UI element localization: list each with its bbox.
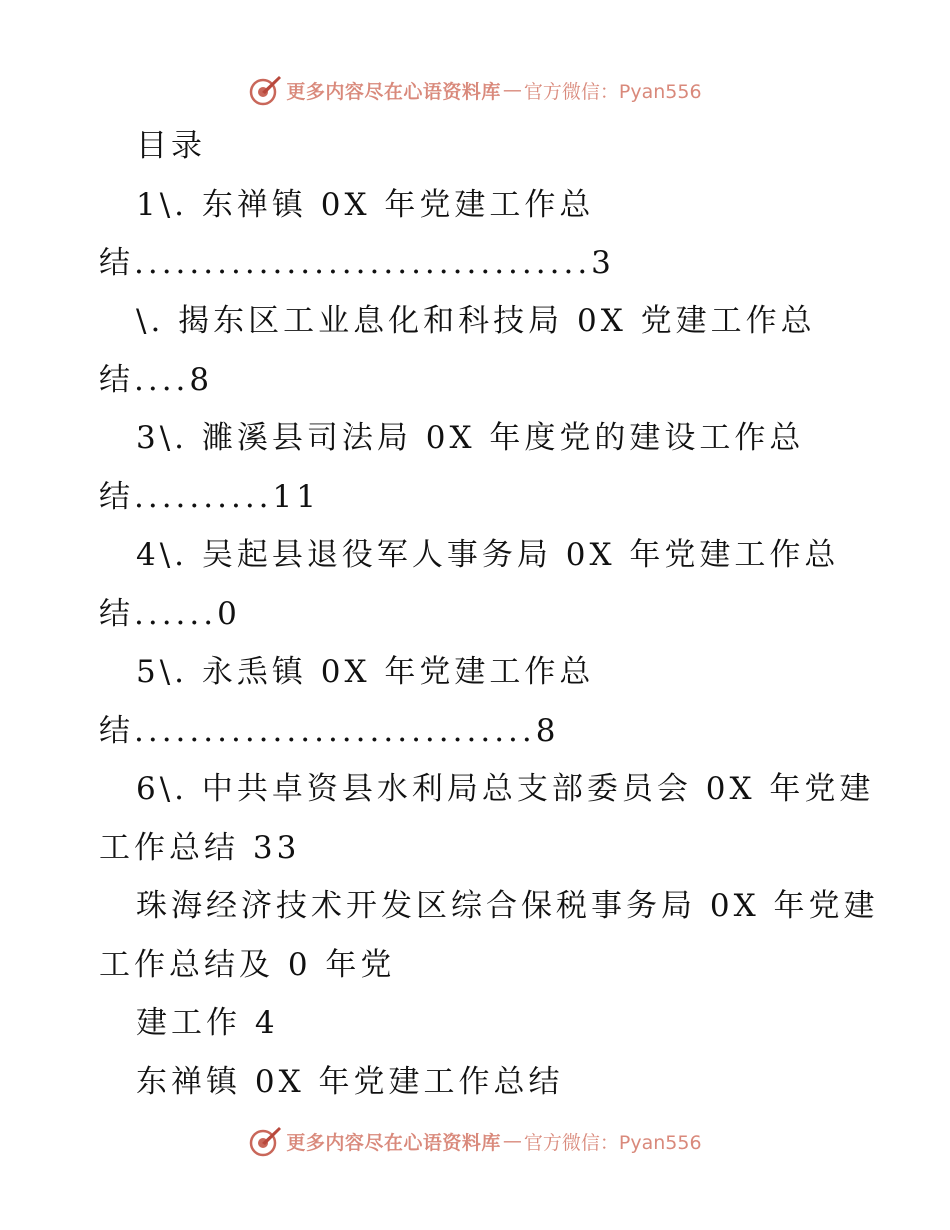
toc-line: 珠海经济技术开发区综合保税事务局 0X 年党建 — [136, 888, 879, 924]
toc-line: 工作总结及 0 年党 — [99, 947, 396, 983]
toc-heading: 目录 — [136, 128, 206, 164]
toc-line: 建工作 4 — [136, 1005, 279, 1041]
toc-line: 6\. 中共卓资县水利局总支部委员会 0X 年党建 — [136, 771, 875, 807]
toc-line: 结....8 — [99, 362, 214, 398]
watermark-title: 更多内容尽在心语资料库 — [286, 80, 501, 103]
watermark-separator: — — [502, 79, 522, 101]
watermark-contact: 官方微信：Pyan556 — [523, 1131, 702, 1154]
watermark-separator: — — [502, 1130, 522, 1152]
toc-line: 1\. 东禅镇 0X 年党建工作总 — [136, 187, 595, 223]
toc-line: 结......0 — [99, 596, 241, 632]
section-title: 东禅镇 0X 年党建工作总结 — [136, 1064, 564, 1100]
watermark-title: 更多内容尽在心语资料库 — [286, 1131, 501, 1154]
toc-line: 工作总结 33 — [99, 830, 301, 866]
toc-line: \. 揭东区工业息化和科技局 0X 党建工作总 — [136, 303, 816, 339]
watermark-bottom — [0, 1121, 950, 1161]
toc-line: 结.................................3 — [99, 245, 615, 281]
watermark-contact: 官方微信：Pyan556 — [523, 80, 702, 103]
toc-line: 4\. 吴起县退役军人事务局 0X 年党建工作总 — [136, 537, 840, 573]
toc-line: 3\. 濉溪县司法局 0X 年度党的建设工作总 — [136, 420, 805, 456]
toc-line: 5\. 永𤆬镇 0X 年党建工作总 — [136, 654, 595, 690]
quill-seal-icon — [248, 1124, 282, 1158]
toc-line: 结..........11 — [99, 479, 320, 515]
toc-line: 结.............................8 — [99, 713, 560, 749]
